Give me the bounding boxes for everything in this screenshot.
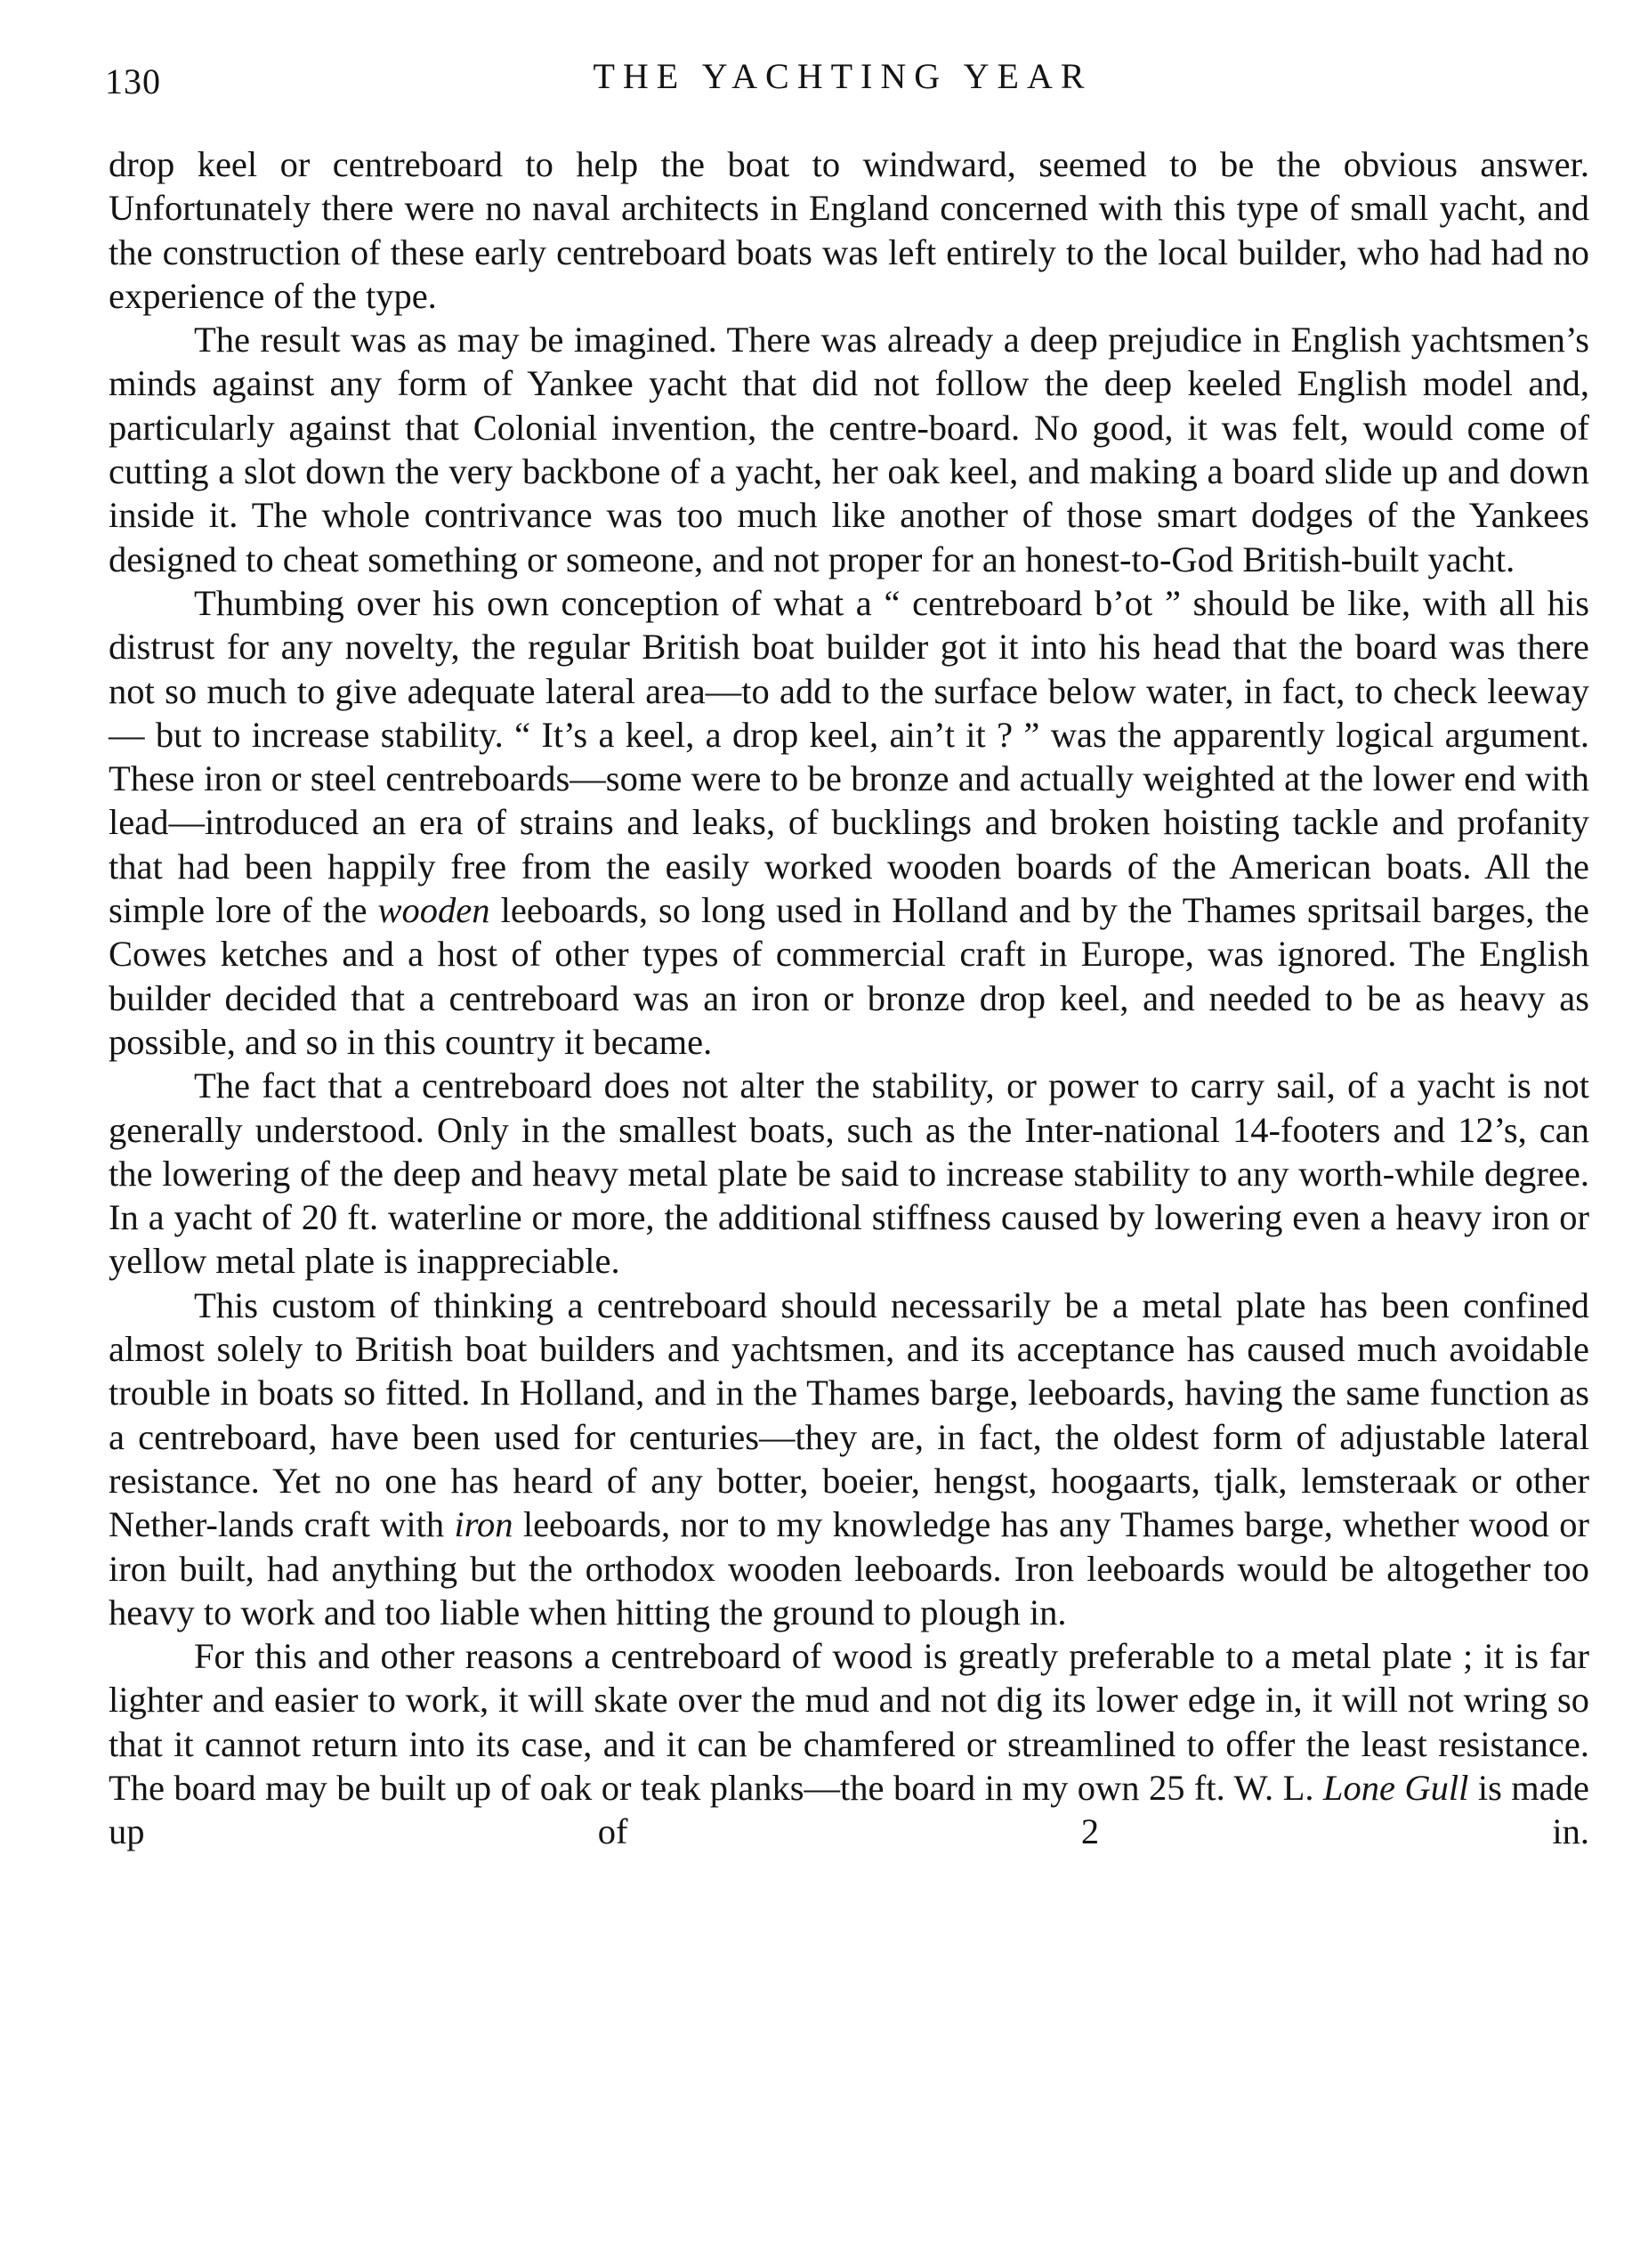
- text-run: leeboards, so long used in Holland and by the Thames spritsail barges, the Cowes ketches and a host of other types of commercial craft in Europe, was ignored. The English builder decided that a centreboard was an iron or bronze drop keel, and needed to be as heavy as possible, and so in this country it became.: [109, 890, 1589, 1062]
- paragraph: [109, 1284, 1589, 1634]
- text-run: For this and other reasons a centreboard of wood is greatly preferable to a metal plate ; it is far lighter and easier to work, it will skate over the mud and not dig its lower edge in, it will not wring so that it cannot return into its case, and it can be chamfered or streamlined to offer the least resistance. The board may be built up of oak or teak planks—the board in my own 25 ft. W. L.: [109, 1636, 1589, 1808]
- paragraph: [109, 581, 1589, 1064]
- running-head-title: THE YACHTING YEAR: [593, 56, 1093, 96]
- paragraph: [109, 1634, 1589, 1853]
- paragraph: [109, 1064, 1589, 1283]
- text-run: The result was as may be imagined. There was already a deep prejudice in English yachtsmen’s minds against any form of Yankee yacht that did not follow the deep keeled English model and, particularly against that Colonial invention, the centre-board. No good, it was felt, would come of cutting a slot down the very backbone of a yacht, her oak keel, and making a board slide up and down inside it. The whole contrivance was too much like another of those smart dodges of the Yankees designed to cheat something or someone, and not proper for an honest-to-God British-built yacht.: [109, 320, 1589, 579]
- text-run: The fact that a centreboard does not alter the stability, or power to carry sail, of a yacht is not generally understood. Only in the smallest boats, such as the Inter-national 14-footers and 12’s, can the lowering of the deep and heavy metal plate be said to increase stability to any worth-while degree. In a yacht of 20 ft. waterline or more, the additional stiffness caused by lowering even a heavy iron or yellow metal plate is inappreciable.: [109, 1065, 1589, 1282]
- paragraph: [109, 142, 1589, 318]
- italic-boat-name: Lone Gull: [1322, 1767, 1469, 1808]
- italic-word-wooden: wooden: [377, 890, 490, 931]
- text-run: leeboards, nor to my knowledge has any Thames barge, whether wood or iron built, had anything but the orthodox wooden leeboards. Iron leeboards would be altogether too heavy to work and too liable when hitting the ground to plough in.: [109, 1504, 1589, 1632]
- text-run: Thumbing over his own conception of what a “ centreboard b’ot ” should be like, with all his distrust for any novelty, the regular British boat builder got it into his head that the board was there not so much to give adequate lateral area—to add to the surface below water, in fact, to check leeway— but to increase stability. “ It’s a keel, a drop keel, ain’t it ? ” was the apparently logical argument. These iron or steel centreboards—some were to be bronze and actually weighted at the lower end with lead—introduced an era of strains and leaks, of bucklings and broken hoisting tackle and profanity that had been happily free from the easily worked wooden boards of the American boats. All the simple lore of the: [109, 582, 1589, 931]
- text-run: is made up of 2 in.: [109, 1767, 1589, 1852]
- paragraph: [109, 318, 1589, 581]
- text-run: This custom of thinking a centreboard should necessarily be a metal plate has been confined almost solely to British boat builders and yachtsmen, and its acceptance has caused much avoidable trouble in boats so fitted. In Holland, and in the Thames barge, leeboards, having the same function as a centreboard, have been used for centuries—they are, in fact, the oldest form of adjustable lateral resistance. Yet no one has heard of any botter, boeier, hengst, hoogaarts, tjalk, lemsteraak or other Nether-lands craft with: [109, 1284, 1589, 1545]
- body-text: [109, 142, 1589, 1854]
- page-number: 130: [105, 61, 161, 101]
- text-run: drop keel or centreboard to help the boat to windward, seemed to be the obvious answer. Unfortunately there were no naval architects in England concerned with this type of small yacht, and the construction of these early centreboard boats was left entirely to the local builder, who had had no experience of the type.: [109, 144, 1589, 316]
- italic-word-iron: iron: [454, 1504, 513, 1545]
